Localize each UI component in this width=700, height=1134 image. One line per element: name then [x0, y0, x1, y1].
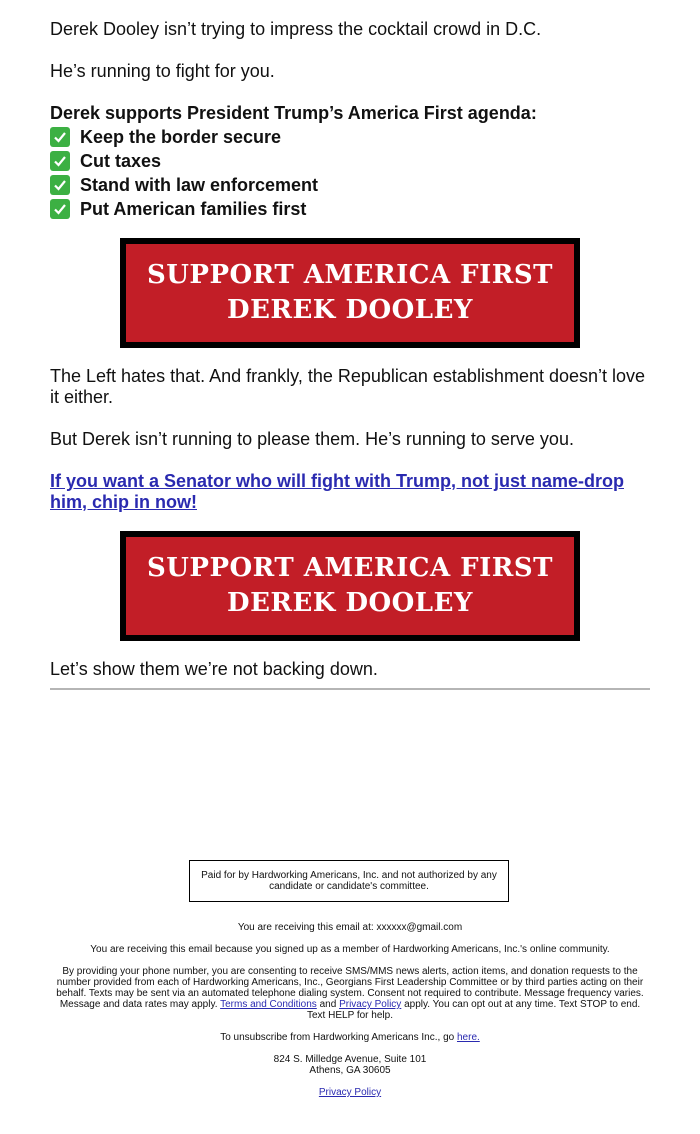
agenda-list	[50, 125, 650, 221]
agenda-item-label: Keep the border secure	[80, 126, 282, 147]
chip-in-link[interactable]: If you want a Senator who will fight with Trump, not just name-drop him, chip in now!	[50, 471, 624, 512]
recipient-email: xxxxxx@gmail.com	[376, 922, 463, 933]
serve-you-paragraph: But Derek isn’t running to please them. He’s running to serve you.	[50, 429, 574, 449]
checkmark-icon	[50, 127, 70, 147]
closing-paragraph: Let’s show them we’re not backing down.	[50, 659, 378, 679]
intro-paragraph: Derek Dooley isn’t trying to impress the cocktail crowd in D.C.	[50, 19, 542, 39]
paid-for-disclaimer	[189, 860, 509, 902]
agenda-heading: Derek supports President Trump’s America First agenda:	[50, 103, 537, 123]
list-item	[50, 125, 650, 149]
support-cta-button-2[interactable]	[120, 531, 580, 641]
sms-consent-text	[50, 966, 650, 1021]
agenda-item-label: Stand with law enforcement	[80, 174, 319, 195]
divider	[50, 688, 650, 690]
receiving-prefix: You are receiving this email at:	[237, 922, 377, 933]
unsubscribe-line	[50, 1032, 650, 1043]
support-cta-button[interactable]	[120, 238, 580, 348]
agenda-item-label: Cut taxes	[80, 150, 162, 171]
address-line-1: 824 S. Milledge Avenue, Suite 101	[273, 1054, 427, 1065]
checkmark-icon	[50, 199, 70, 219]
running-paragraph: He’s running to fight for you.	[50, 61, 275, 81]
list-item	[50, 149, 650, 173]
unsubscribe-link[interactable]: here.	[456, 1032, 480, 1043]
receiving-email-line	[50, 922, 650, 933]
privacy-policy-link[interactable]: Privacy Policy	[318, 1087, 382, 1098]
agenda-item-label: Put American families first	[80, 198, 307, 219]
checkmark-icon	[50, 151, 70, 171]
signed-up-line: You are receiving this email because you signed up as a member of Hardworking Americans, Inc.'s online community.	[90, 944, 610, 955]
address-line-2: Athens, GA 30605	[309, 1065, 391, 1076]
cta-line-1: SUPPORT AMERICA FIRST	[146, 260, 554, 290]
privacy-policy-line	[50, 1087, 650, 1098]
cta-line-2: DEREK DOOLEY	[227, 588, 473, 618]
terms-link[interactable]: Terms and Conditions	[220, 999, 317, 1010]
paid-for-text: Paid for by Hardworking Americans, Inc. and not authorized by any candidate or candidate's committee.	[201, 870, 497, 892]
list-item	[50, 197, 650, 221]
checkmark-icon	[50, 175, 70, 195]
list-item	[50, 173, 650, 197]
cta-line-2: DEREK DOOLEY	[227, 295, 473, 325]
sms-consent-part2: apply. You can opt out at any time. Text STOP to end. Text HELP for help.	[307, 999, 641, 1021]
cta-line-1: SUPPORT AMERICA FIRST	[146, 553, 554, 583]
sms-consent-part1: By providing your phone number, you are consenting to receive SMS/MMS news alerts, action items, and donation requests to the number provided from each of Hardworking Americans, Inc., Georgians First Leadership Committee or by third parties acting on their behalf. Texts may be sent via an automated telephone dialing system. Consent not required to contribute. Message frequency varies. Message and data rates may apply.	[56, 966, 644, 1010]
unsubscribe-prefix: To unsubscribe from Hardworking Americans Inc., go	[220, 1032, 457, 1043]
privacy-link-inline[interactable]: Privacy Policy	[339, 999, 402, 1010]
left-hates-paragraph: The Left hates that. And frankly, the Republican establishment doesn’t love it either.	[50, 366, 646, 407]
sms-and: and	[316, 999, 340, 1010]
